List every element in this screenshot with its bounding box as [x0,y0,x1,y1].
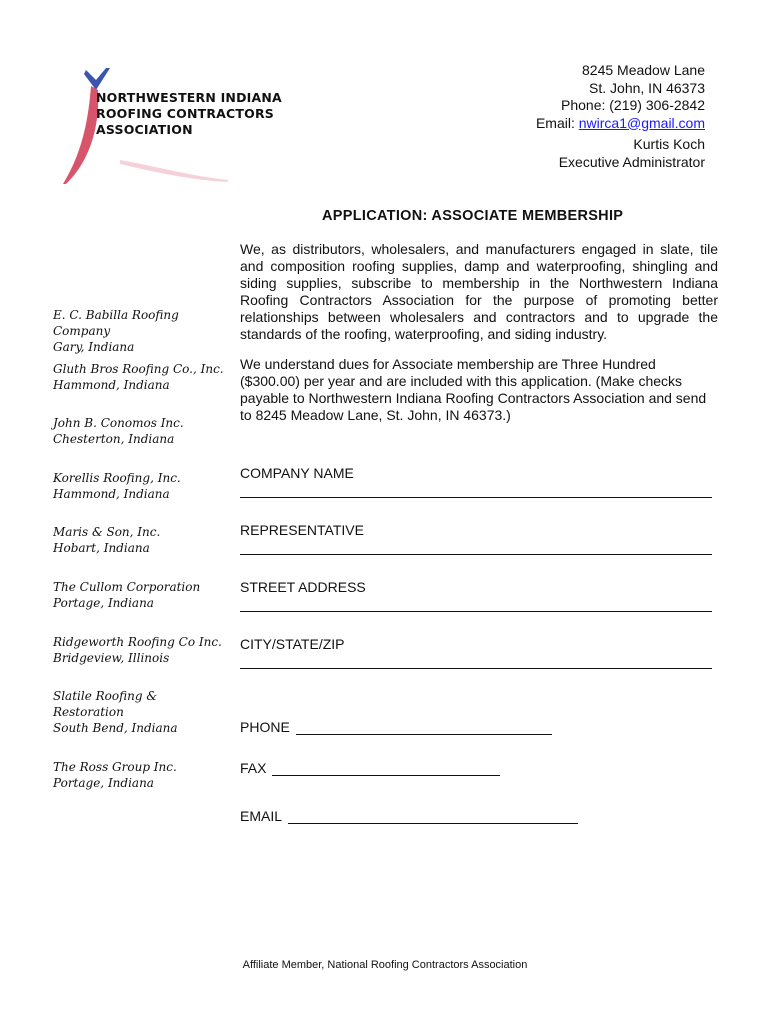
email-link[interactable]: nwirca1@gmail.com [578,114,705,131]
member-location: Portage, Indiana [53,596,154,610]
street-address-field[interactable] [240,579,712,612]
street-address-line[interactable] [240,611,712,612]
fax-label: FAX [240,760,267,776]
member-location: Bridgeview, Illinois [53,651,170,665]
street-address-label: STREET ADDRESS [240,579,366,595]
intro-paragraph: We, as distributors, wholesalers, and manufacturers engaged in slate, tile and composition roofing supplies, damp and waterproofing, shingling and siding supplies, subscribe to membership in the Northwestern Indiana Roofing Contractors Association for the purpose of promoting better relationships between wholesalers and contractors and to upgrade the standards of the roofing, waterproofing, and siding industry. [240,241,718,342]
phone-line: Phone: (219) 306-2842 [561,97,705,113]
list-item [53,579,200,611]
list-item [53,634,222,666]
dues-paragraph: We understand dues for Associate membership are Three Hundred ($300.00) per year and are included with this application. (Make checks payable to Northwestern Indiana Roofing Contractors Association and send to 8245 Meadow Lane, St. John, IN 46373.) [240,356,707,423]
page-title: APPLICATION: ASSOCIATE MEMBERSHIP [322,208,624,224]
company-name-label: COMPANY NAME [240,465,354,481]
member-name: E. C. Babilla Roofing Company [53,308,179,338]
member-name: The Ross Group Inc. [53,760,177,774]
email-field-label: EMAIL [240,808,283,824]
phone-label: PHONE [240,719,290,735]
member-location: Hobart, Indiana [53,541,150,555]
company-name-line[interactable] [240,497,712,498]
logo-line-3: ASSOCIATION [96,122,193,137]
email-line [536,115,705,133]
footer: Affiliate Member, National Roofing Contractors Association [242,959,528,971]
fax-field[interactable] [240,760,500,776]
list-item [53,361,224,393]
city-state-zip-field[interactable] [240,636,712,669]
member-location: Hammond, Indiana [53,487,170,501]
member-name: John B. Conomos Inc. [53,416,184,430]
logo-line-2: ROOFING CONTRACTORS [96,106,274,121]
member-name: Ridgeworth Roofing Co Inc. [53,635,222,649]
representative-line[interactable] [240,554,712,555]
list-item [53,759,177,791]
representative-field[interactable] [240,522,712,555]
phone-field[interactable] [240,719,552,735]
contact-name: Kurtis Koch [633,136,705,152]
address-line-1: 8245 Meadow Lane [582,62,705,78]
member-location: Portage, Indiana [53,776,154,790]
member-location: Gary, Indiana [53,340,135,354]
member-location: Hammond, Indiana [53,378,170,392]
member-name: The Cullom Corporation [53,580,201,594]
representative-label: REPRESENTATIVE [240,522,364,538]
member-location: Chesterton, Indiana [53,432,175,446]
member-list [53,0,233,1024]
list-item [53,524,160,556]
list-item [53,470,181,502]
list-item [53,688,178,736]
email-label: Email: [535,114,579,131]
contact-role: Executive Administrator [558,153,705,170]
member-name: Maris & Son, Inc. [53,525,161,539]
member-name: Slatile Roofing & [53,689,158,703]
city-state-zip-line[interactable] [240,668,712,669]
email-field-line[interactable] [288,809,578,824]
member-name: Gluth Bros Roofing Co., Inc. [53,362,224,376]
phone-line[interactable] [296,720,552,735]
member-name: Korellis Roofing, Inc. [53,471,181,485]
list-item [53,307,233,355]
logo-line-1: NORTHWESTERN INDIANA [96,90,282,105]
email-field[interactable] [240,808,578,824]
member-location: South Bend, Indiana [53,721,178,735]
list-item [53,415,184,447]
city-state-zip-label: CITY/STATE/ZIP [240,636,345,652]
address-line-2: St. John, IN 46373 [589,79,705,96]
fax-line[interactable] [272,761,500,776]
company-name-field[interactable] [240,465,712,498]
contact-block [536,62,705,171]
member-name-cont: Restoration [53,705,124,719]
